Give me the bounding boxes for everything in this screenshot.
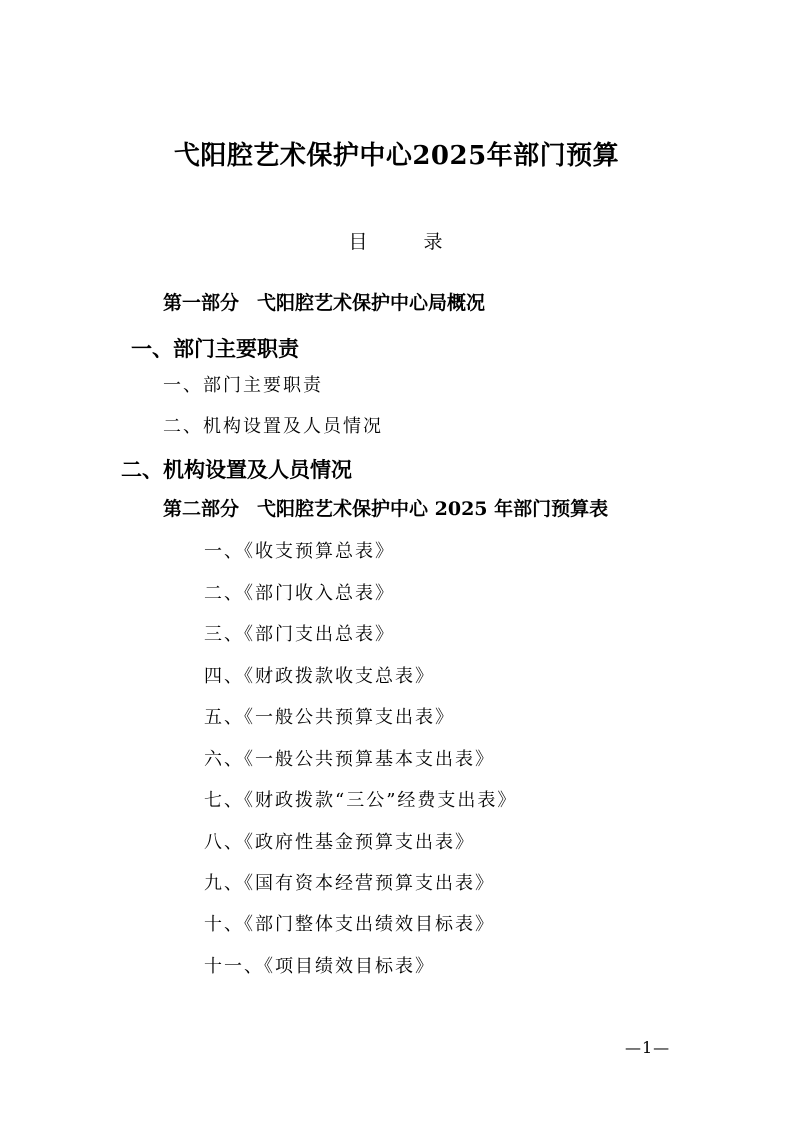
section-heading-organization: 二、机构设置及人员情况 — [121, 457, 352, 482]
section-heading-duties: 一、部门主要职责 — [131, 336, 299, 361]
part-two-heading — [163, 500, 608, 519]
part-two-label: 第二部分 — [163, 498, 240, 520]
toc-item: 三、《部门支出总表》 — [204, 624, 395, 645]
part-one-text: 弋阳腔艺术保护中心局概况 — [257, 292, 486, 314]
document-title: 弋阳腔艺术保护中心2025年部门预算 — [173, 141, 620, 171]
toc-item: 五、《一般公共预算支出表》 — [204, 707, 455, 728]
toc-item: 一、部门主要职责 — [163, 375, 323, 396]
toc-item: 四、《财政拨款收支总表》 — [204, 666, 435, 687]
toc-item: 一、《收支预算总表》 — [204, 541, 395, 562]
part-two-text: 弋阳腔艺术保护中心 2025 年部门预算表 — [257, 498, 609, 520]
toc-item: 十、《部门整体支出绩效目标表》 — [204, 914, 495, 935]
part-one-heading — [163, 294, 485, 313]
toc-item: 二、《部门收入总表》 — [204, 583, 395, 604]
toc-item: 七、《财政拨款“三公”经费支出表》 — [204, 790, 518, 811]
toc-item: 二、机构设置及人员情况 — [163, 416, 383, 437]
toc-heading-left: 目 — [348, 231, 370, 253]
toc-heading — [0, 233, 793, 252]
toc-item: 十一、《项目绩效目标表》 — [204, 956, 435, 977]
page-number: —1— — [625, 1038, 671, 1057]
toc-item: 八、《政府性基金预算支出表》 — [204, 832, 475, 853]
toc-item: 九、《国有资本经营预算支出表》 — [204, 873, 495, 894]
toc-item: 六、《一般公共预算基本支出表》 — [204, 749, 495, 770]
part-one-label: 第一部分 — [163, 292, 240, 314]
toc-heading-right: 录 — [423, 231, 445, 253]
